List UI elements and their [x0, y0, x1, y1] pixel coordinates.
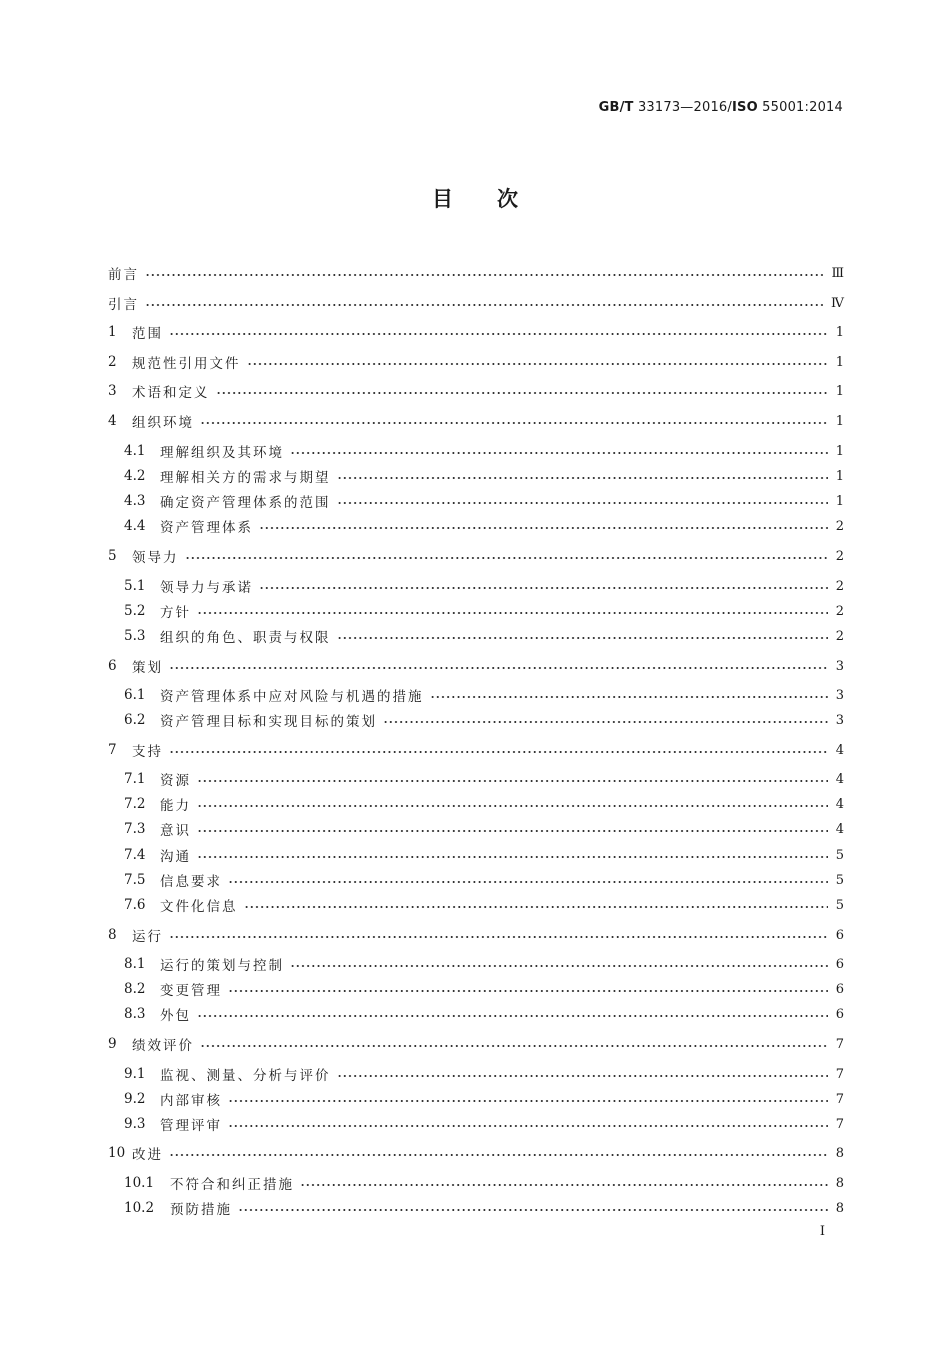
toc-dot-leader: [244, 905, 828, 909]
toc-entry-number: 10.1: [124, 1175, 155, 1191]
toc-dot-leader: [259, 526, 828, 530]
toc-dot-leader: [200, 421, 828, 425]
toc-entry-label: 资产管理体系中应对风险与机遇的措施: [160, 689, 424, 705]
toc-entry-label: 资产管理目标和实现目标的策划: [160, 714, 377, 730]
toc-dot-leader: [197, 611, 828, 615]
toc-entry-label: 意识: [160, 823, 191, 839]
toc-dot-leader: [228, 1099, 828, 1103]
toc-entry-number: 7.1: [124, 771, 146, 787]
toc-entry-page: 1: [835, 354, 844, 370]
toc-entry-page: 4: [835, 796, 844, 812]
toc-entry-number: 5.2: [124, 603, 146, 619]
toc-entry[interactable]: [108, 490, 844, 512]
toc-entry-label: 策划: [132, 660, 163, 676]
toc-entry-number: 4.2: [124, 468, 146, 484]
toc-entry-page: 1: [835, 413, 844, 429]
toc-entry-page: 7: [835, 1066, 844, 1082]
toc-entry-label: 资产管理体系: [160, 520, 253, 536]
toc-entry-label: 运行: [132, 929, 163, 945]
toc-entry[interactable]: [108, 684, 844, 706]
toc-entry[interactable]: [108, 380, 844, 402]
toc-entry-label: 不符合和纠正措施: [170, 1177, 294, 1193]
toc-entry[interactable]: [108, 292, 844, 314]
toc-entry-number: 1: [108, 324, 117, 340]
toc-entry[interactable]: [108, 793, 844, 815]
toc-entry-number: 7.3: [124, 821, 146, 837]
toc-dot-leader: [238, 1208, 828, 1212]
toc-entry-number: 7.2: [124, 796, 146, 812]
toc-entry-label: 变更管理: [160, 983, 222, 999]
toc-entry-page: 5: [835, 872, 844, 888]
toc-entry-label: 沟通: [160, 849, 191, 865]
toc-dot-leader: [197, 1014, 828, 1018]
toc-entry[interactable]: [108, 1088, 844, 1110]
toc-entry-number: 9.2: [124, 1091, 146, 1107]
toc-dot-leader: [300, 1183, 828, 1187]
toc-entry-label: 组织的角色、职责与权限: [160, 630, 331, 646]
toc-entry-page: 5: [835, 847, 844, 863]
toc-entry-number: 10.2: [124, 1200, 155, 1216]
toc-entry[interactable]: [108, 818, 844, 840]
toc-entry-number: 4.1: [124, 443, 146, 459]
toc-entry-number: 8.2: [124, 981, 146, 997]
toc-entry-page: 1: [835, 383, 844, 399]
toc-dot-leader: [197, 779, 828, 783]
toc-dot-leader: [169, 1153, 828, 1157]
toc-dot-leader: [200, 1044, 828, 1048]
toc-dot-leader: [228, 880, 828, 884]
toc-entry[interactable]: [108, 894, 844, 916]
toc-entry-page: 1: [835, 443, 844, 459]
toc-dot-leader: [228, 1124, 828, 1128]
toc-entry-number: 6.2: [124, 712, 146, 728]
toc-entry-page: 2: [835, 603, 844, 619]
toc-entry-number: 9.1: [124, 1066, 146, 1082]
toc-entry-label: 外包: [160, 1008, 191, 1024]
toc-entry-page: 6: [835, 927, 844, 943]
toc-entry-number: 5: [108, 548, 117, 564]
toc-entry-number: 2: [108, 354, 117, 370]
toc-dot-leader: [430, 695, 828, 699]
toc-entry-number: 7.4: [124, 847, 146, 863]
toc-entry[interactable]: [108, 600, 844, 622]
toc-entry-number: 6.1: [124, 687, 146, 703]
toc-entry-label: 监视、测量、分析与评价: [160, 1068, 331, 1084]
toc-entry-page: 2: [835, 548, 844, 564]
page-title: 目次: [432, 187, 562, 211]
toc-entry[interactable]: [108, 1003, 844, 1025]
toc-entry-page: 7: [835, 1091, 844, 1107]
toc-entry-number: 4.4: [124, 518, 146, 534]
toc-entry-number: 8.3: [124, 1006, 146, 1022]
toc-dot-leader: [169, 666, 828, 670]
toc-entry[interactable]: [108, 1113, 844, 1135]
toc-entry-label: 绩效评价: [132, 1038, 194, 1054]
toc-entry-page: 6: [835, 1006, 844, 1022]
toc-dot-leader: [185, 556, 828, 560]
toc-entry-label: 规范性引用文件: [132, 356, 241, 372]
toc-entry[interactable]: [108, 844, 844, 866]
toc-entry[interactable]: [108, 625, 844, 647]
toc-dot-leader: [259, 586, 828, 590]
standard-code: 33173—2016/: [633, 100, 732, 115]
toc-dot-leader: [337, 1074, 828, 1078]
page-number: Ⅰ: [819, 1224, 825, 1239]
toc-entry-page: 8: [835, 1145, 844, 1161]
toc-dot-leader: [337, 636, 828, 640]
toc-entry-label: 范围: [132, 326, 163, 342]
toc-entry[interactable]: [108, 768, 844, 790]
toc-entry-page: 8: [835, 1200, 844, 1216]
toc-entry-label: 管理评审: [160, 1118, 222, 1134]
toc-entry[interactable]: [108, 410, 844, 432]
toc-entry-number: 5.1: [124, 578, 146, 594]
toc-entry-page: 2: [835, 578, 844, 594]
toc-entry-label: 信息要求: [160, 874, 222, 890]
toc-entry-page: 2: [835, 518, 844, 534]
toc-entry-page: 3: [835, 658, 844, 674]
toc-dot-leader: [216, 391, 828, 395]
toc-dot-leader: [197, 804, 828, 808]
toc-dot-leader: [145, 303, 823, 307]
toc-entry-number: 9.3: [124, 1116, 146, 1132]
toc-entry-number: 4: [108, 413, 117, 429]
toc-dot-leader: [169, 750, 828, 754]
toc-entry-page: 2: [835, 628, 844, 644]
toc-entry-label: 领导力与承诺: [160, 580, 253, 596]
toc-entry-page: 3: [835, 712, 844, 728]
toc-entry-number: 4.3: [124, 493, 146, 509]
toc-dot-leader: [337, 501, 828, 505]
toc-entry[interactable]: [108, 655, 844, 677]
toc-entry-label: 运行的策划与控制: [160, 958, 284, 974]
toc-dot-leader: [290, 964, 828, 968]
iso-code: 55001:2014: [757, 100, 843, 115]
toc-entry-label: 确定资产管理体系的范围: [160, 495, 331, 511]
toc-entry-page: 8: [835, 1175, 844, 1191]
toc-entry[interactable]: [108, 321, 844, 343]
toc-entry[interactable]: [108, 1172, 844, 1194]
toc-entry[interactable]: [108, 351, 844, 373]
toc-entry-label: 方针: [160, 605, 191, 621]
toc-entry-page: 5: [835, 897, 844, 913]
toc-dot-leader: [247, 362, 828, 366]
toc-entry[interactable]: [108, 545, 844, 567]
toc-dot-leader: [169, 332, 828, 336]
toc-entry-label: 预防措施: [170, 1202, 232, 1218]
standard-prefix: GB/T: [598, 100, 634, 115]
toc-dot-leader: [197, 855, 828, 859]
standard-number: [599, 100, 843, 115]
toc-dot-leader: [228, 989, 828, 993]
toc-entry-number: 8.1: [124, 956, 146, 972]
toc-entry-page: 6: [835, 956, 844, 972]
toc-entry-label: 领导力: [132, 550, 179, 566]
toc-entry-page: 7: [835, 1036, 844, 1052]
toc-entry[interactable]: [108, 1063, 844, 1085]
toc-entry-page: 4: [835, 742, 844, 758]
toc-entry-page: 7: [835, 1116, 844, 1132]
toc-entry[interactable]: [108, 1142, 844, 1164]
toc-entry-label: 改进: [132, 1147, 163, 1163]
toc-entry[interactable]: [108, 575, 844, 597]
toc-entry-label: 内部审核: [160, 1093, 222, 1109]
toc-entry-page: Ⅳ: [831, 295, 844, 311]
toc-entry[interactable]: [108, 1197, 844, 1219]
toc-entry-label: 能力: [160, 798, 191, 814]
toc-entry-label: 组织环境: [132, 415, 194, 431]
toc-entry-number: 6: [108, 658, 117, 674]
toc-entry-label: 术语和定义: [132, 385, 210, 401]
toc-entry[interactable]: [108, 953, 844, 975]
toc-entry-number: 3: [108, 383, 117, 399]
toc-entry-number: 9: [108, 1036, 117, 1052]
toc-entry[interactable]: [108, 739, 844, 761]
toc-dot-leader: [145, 273, 823, 277]
toc-dot-leader: [383, 720, 828, 724]
toc-entry-number: 8: [108, 927, 117, 943]
toc-dot-leader: [197, 829, 828, 833]
toc-entry-label: 资源: [160, 773, 191, 789]
toc-entry-label: 文件化信息: [160, 899, 238, 915]
toc-entry[interactable]: [108, 709, 844, 731]
toc-entry-page: 6: [835, 981, 844, 997]
toc-entry[interactable]: [108, 1033, 844, 1055]
toc-entry-label: 理解组织及其环境: [160, 445, 284, 461]
toc-entry[interactable]: [108, 869, 844, 891]
toc-dot-leader: [337, 476, 828, 480]
toc-entry[interactable]: [108, 978, 844, 1000]
toc-dot-leader: [290, 451, 828, 455]
toc-entry[interactable]: [108, 465, 844, 487]
iso-prefix: ISO: [731, 100, 758, 115]
toc-entry[interactable]: [108, 262, 844, 284]
toc-entry[interactable]: [108, 924, 844, 946]
toc-entry[interactable]: [108, 440, 844, 462]
toc-entry-page: 1: [835, 324, 844, 340]
toc-entry-page: 4: [835, 821, 844, 837]
toc-entry-number: 7.5: [124, 872, 146, 888]
toc-entry-number: 10: [108, 1145, 126, 1161]
toc-entry-page: Ⅲ: [831, 265, 844, 281]
toc-entry-label: 前言: [108, 267, 139, 283]
toc-entry-label: 支持: [132, 744, 163, 760]
toc-entry-number: 7: [108, 742, 117, 758]
toc-entry-number: 7.6: [124, 897, 146, 913]
toc-entry-label: 引言: [108, 297, 139, 313]
toc-entry-number: 5.3: [124, 628, 146, 644]
toc-entry-page: 4: [835, 771, 844, 787]
toc-entry-page: 1: [835, 493, 844, 509]
toc-entry[interactable]: [108, 515, 844, 537]
toc-entry-page: 1: [835, 468, 844, 484]
toc-dot-leader: [169, 935, 828, 939]
toc-entry-label: 理解相关方的需求与期望: [160, 470, 331, 486]
toc-entry-page: 3: [835, 687, 844, 703]
